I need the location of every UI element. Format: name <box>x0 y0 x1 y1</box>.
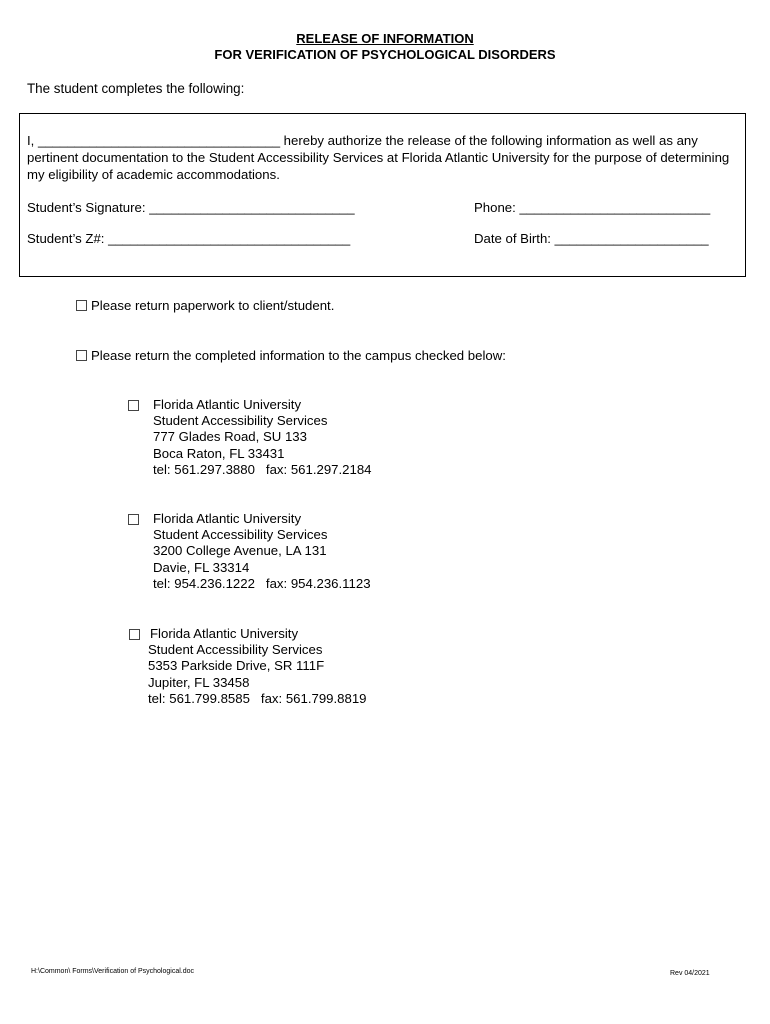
campus-name: Florida Atlantic University <box>153 397 302 412</box>
z-number-field[interactable]: Student’s Z#: _________________________________ <box>27 231 351 246</box>
return-to-student-label: Please return paperwork to client/student. <box>91 298 335 313</box>
campus-jupiter-checkbox[interactable] <box>129 629 140 640</box>
campus-contact: tel: 561.799.8585 fax: 561.799.8819 <box>148 690 367 706</box>
authorization-box <box>19 113 746 277</box>
intro-text: The student completes the following: <box>27 81 245 96</box>
campus-department: Student Accessibility Services <box>153 527 328 543</box>
option-return-to-campus <box>76 348 506 363</box>
date-of-birth-field[interactable]: Date of Birth: _____________________ <box>474 231 709 246</box>
campus-department: Student Accessibility Services <box>153 413 328 429</box>
campus-address: 3200 College Avenue, LA 131 <box>153 543 327 559</box>
campus-contact: tel: 561.297.3880 fax: 561.297.2184 <box>153 461 372 477</box>
title-line-2: FOR VERIFICATION OF PSYCHOLOGICAL DISORDERS <box>214 47 556 62</box>
campus-jupiter <box>148 626 367 707</box>
campus-name: Florida Atlantic University <box>153 511 302 526</box>
authorization-statement[interactable]: I, _________________________________ hereby authorize the release of the following information as well as any pertinent documentation to the Student Accessibility Services at Florida Atlantic University for the purpose of determining my eligibility of academic accommodations. <box>27 133 730 182</box>
option-return-to-student <box>76 298 334 313</box>
campus-city: Jupiter, FL 33458 <box>148 674 250 690</box>
campus-city: Boca Raton, FL 33431 <box>153 445 285 461</box>
signature-field[interactable]: Student’s Signature: ____________________________ <box>27 200 355 215</box>
campus-department: Student Accessibility Services <box>148 642 323 658</box>
campus-city: Davie, FL 33314 <box>153 559 250 575</box>
title-line-1: RELEASE OF INFORMATION <box>296 31 474 46</box>
footer-file-path: H:\Common\ Forms\Verification of Psychological.doc <box>31 968 195 975</box>
campus-boca-raton-checkbox[interactable] <box>128 400 139 411</box>
campus-name: Florida Atlantic University <box>150 626 299 641</box>
campus-davie <box>153 511 371 592</box>
campus-boca-raton <box>153 397 372 478</box>
campus-davie-checkbox[interactable] <box>128 514 139 525</box>
campus-contact: tel: 954.236.1222 fax: 954.236.1123 <box>153 575 371 591</box>
document-title <box>0 31 770 63</box>
campus-address: 777 Glades Road, SU 133 <box>153 429 307 445</box>
footer-revision: Rev 04/2021 <box>670 970 710 977</box>
phone-field[interactable]: Phone: __________________________ <box>474 200 711 215</box>
return-to-campus-checkbox[interactable] <box>76 350 87 361</box>
return-to-student-checkbox[interactable] <box>76 300 87 311</box>
return-to-campus-label: Please return the completed information to the campus checked below: <box>91 348 506 363</box>
campus-address: 5353 Parkside Drive, SR 111F <box>148 658 325 674</box>
